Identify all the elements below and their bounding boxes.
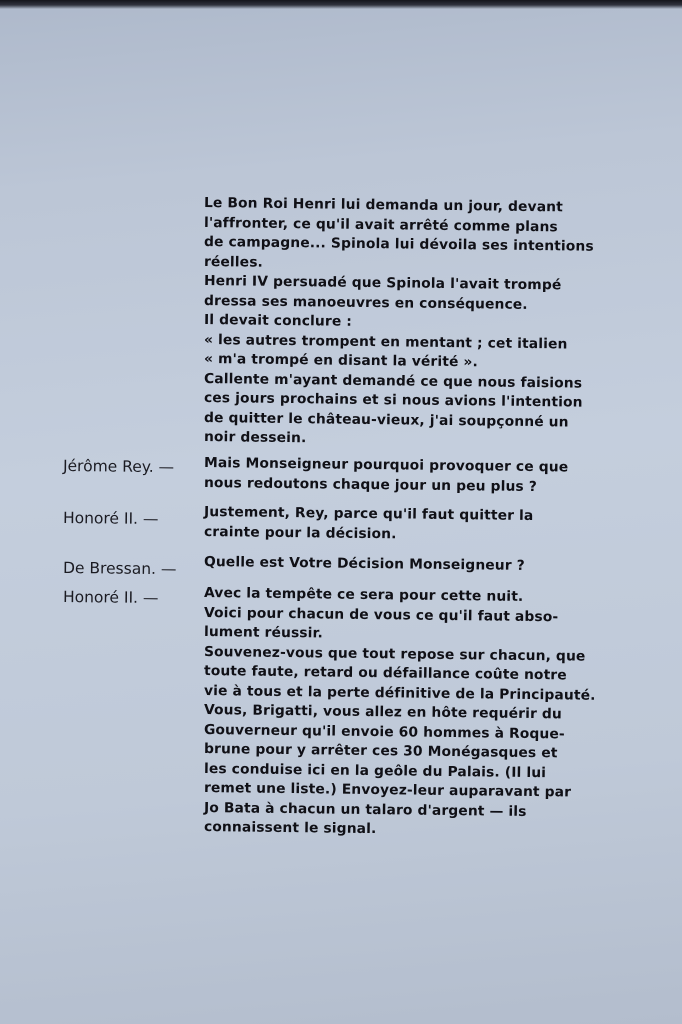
text-line: Il devait conclure : (203, 312, 353, 330)
text-line: Mais Monseigneur pourquoi provoquer ce que (203, 455, 569, 476)
text-line: Callente m'ayant demandé ce que nous faisions (203, 370, 583, 392)
speaker-name: Honoré II. — (62, 509, 159, 528)
speech-text (204, 454, 624, 493)
speech-text (204, 194, 624, 448)
page-top-edge (0, 0, 682, 9)
text-line: ces jours prochains et si nous avions l'intention (203, 390, 583, 411)
text-line: Vous, Brigatti, vous allez en hôte requérir du (203, 702, 563, 723)
text-line: dressa ses manoeuvres en conséquence. (203, 292, 528, 313)
text-line: de campagne... Spinola lui dévoila ses intentions (203, 234, 594, 255)
text-line: Souvenez-vous que tout repose sur chacun, que (203, 643, 586, 665)
text-line: les conduise ici en la geôle du Palais. (Il lui (203, 760, 547, 781)
text-line: brune pour y arrêter ces 30 Monégasques et (203, 741, 558, 762)
text-line: « m'a trompé en disant la vérité ». (203, 351, 479, 371)
text-line: l'affronter, ce qu'il avait arrêté comme plans (203, 214, 558, 235)
text-line: nous redoutons chaque jour un peu plus ? (203, 474, 538, 495)
text-line: Henri IV persuadé que Spinola l'avait trompé (203, 273, 562, 294)
text-line: Quelle est Votre Décision Monseigneur ? (203, 554, 525, 574)
text-line: réelles. (203, 253, 264, 271)
speaker-name: Honoré II. — (62, 588, 159, 607)
speech-text (204, 584, 624, 838)
text-line: Gouverneur qu'il envoie 60 hommes à Roque- (203, 721, 565, 742)
text-line: Voici pour chacun de vous ce qu'il faut abso- (203, 604, 559, 625)
text-line: Le Bon Roi Henri lui demanda un jour, devant (203, 195, 564, 216)
speech-text (204, 553, 624, 573)
text-line: Justement, Rey, parce qu'il faut quitter la (203, 504, 534, 525)
text-line: connaissent le signal. (203, 819, 377, 838)
text-line: de quitter le château-vieux, j'ai soupçonné un (203, 409, 569, 430)
text-line: noir dessein. (203, 429, 307, 447)
speaker-name: Jérôme Rey. — (62, 457, 175, 477)
text-line: « les autres trompent en mentant ; cet italien (203, 331, 568, 352)
text-line: vie à tous et la perte définitive de la Principauté. (203, 682, 596, 704)
text-line: lument réussir. (203, 624, 324, 642)
text-line: remet une liste.) Envoyez-leur auparavant par (203, 780, 572, 801)
text-line: toute faute, retard ou défaillance coûte notre (203, 663, 567, 684)
speaker-name: De Bressan. — (62, 559, 177, 579)
text-line: crainte pour la décision. (203, 523, 397, 542)
text-line: Jo Bata à chacun un talaro d'argent — ils (203, 799, 527, 820)
speech-text (204, 503, 624, 542)
text-line: Avec la tempête ce sera pour cette nuit. (203, 585, 524, 605)
